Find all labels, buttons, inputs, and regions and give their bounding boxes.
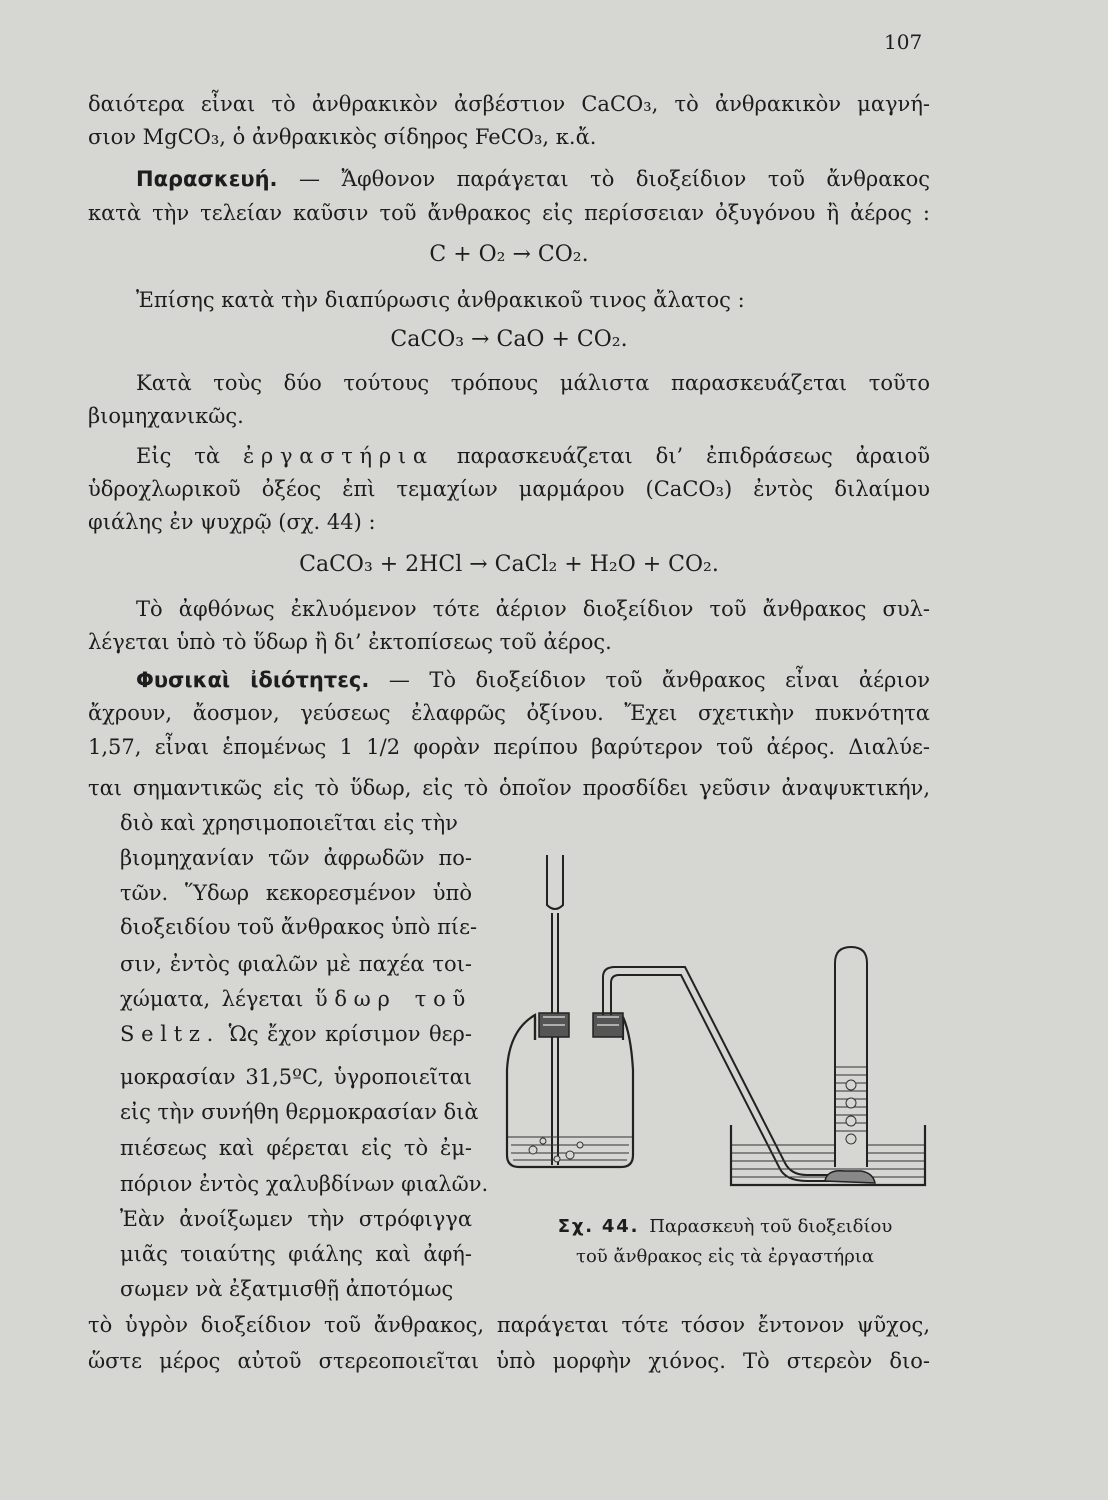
caption-text-line2: τοῦ ἄνθρακος εἰς τὰ ἐργαστήρια [575, 1246, 875, 1267]
side-text-line: σιν, ἐντὸς φιαλῶν μὲ παχέα τοι- [120, 952, 472, 976]
side-text-line: πιέσεως καὶ φέρεται εἰς τὸ ἐμ- [120, 1136, 472, 1160]
side-text-line: βιομηχανίαν τῶν ἀφρωδῶν πο- [120, 846, 472, 870]
lab-paragraph [136, 440, 930, 472]
text-line: 1,57, εἶναι ἑπομένως 1 1/2 φορὰν περίπου βαρύτερον τοῦ ἀέρος. Διαλύε- [88, 735, 930, 759]
text-segment: Εἰς τὰ [136, 444, 221, 468]
two-neck-bottle [507, 1015, 633, 1167]
text-line: τὸ ὑγρὸν διοξείδιον τοῦ ἄνθρακος, παράγεται τότε τόσον ἔντονον ψῦχος, [88, 1313, 930, 1337]
side-text-line: διοξειδίου τοῦ ἄνθρακος ὑπὸ πίε- [120, 915, 478, 939]
text-line: δαιότερα εἶναι τὸ ἀνθρακικὸν ἀσβέστιον CaCO₃, τὸ ἀνθρακικὸν μαγνή- [88, 92, 930, 116]
side-text-line: μοκρασίαν 31,5ºC, ὑγροποιεῖται [120, 1065, 472, 1089]
delivery-tube [603, 967, 845, 1181]
text-line: — Ἄφθονον παράγεται τὸ διοξείδιον τοῦ ἄνθρακος [299, 167, 930, 191]
trough-water [732, 1145, 924, 1177]
figure-caption [510, 1213, 940, 1241]
side-text-line: σωμεν νὰ ἐξατμισθῇ ἀποτόμως [120, 1277, 454, 1301]
text-line: σιον MgCO₃, ὁ ἀνθρακικὸς σίδηρος FeCO₃, κ.ἄ. [88, 125, 597, 149]
side-text-line: μιᾶς τοιαύτης φιάλης καὶ ἀφή- [120, 1242, 472, 1266]
text-line: ὥστε μέρος αὐτοῦ στερεοποιεῖται ὑπὸ μορφὴν χιόνος. Τὸ στερεὸν διο- [88, 1349, 930, 1373]
emphasized-word: Seltz. [120, 1022, 221, 1046]
text-segment: παρασκευάζεται δι’ ἐπιδράσεως ἀραιοῦ [456, 444, 930, 468]
section-heading-physical-properties: Φυσικαὶ ἰδιότητες. [136, 668, 370, 692]
text-line: λέγεται ὑπὸ τὸ ὕδωρ ἢ δι’ ἐκτοπίσεως τοῦ ἀέρος. [88, 630, 612, 654]
text-line: Ἐπίσης κατὰ τὴν διαπύρωσις ἀνθρακικοῦ τινος ἄλατος : [136, 288, 745, 312]
text-line: ὑδροχλωρικοῦ ὀξέος ἐπὶ τεμαχίων μαρμάρου (CaCO₃) ἐντὸς διλαίμου [88, 477, 930, 501]
text-line: ται σημαντικῶς εἰς τὸ ὕδωρ, εἰς τὸ ὁποῖον προσδίδει γεῦσιν ἀναψυκτικήν, [88, 776, 930, 800]
page-number: 107 [884, 30, 923, 54]
text-line: Κατὰ τοὺς δύο τούτους τρόπους μάλιστα παρασκευάζεται τοῦτο [136, 371, 930, 395]
funnel-tube [547, 855, 563, 1165]
equation-marble-acid: CaCO₃ + 2HCl → CaCl₂ + H₂O + CO₂. [299, 552, 719, 577]
cylinder-stand [825, 1171, 875, 1183]
side-text-line: διὸ καὶ χρησιμοποιεῖται εἰς τὴν [120, 811, 458, 835]
emphasized-word: ἐργαστήρια [242, 444, 434, 468]
text-line: — Τὸ διοξείδιον τοῦ ἄνθρακος εἶναι ἀέριον [388, 668, 930, 692]
text-line: φιάλης ἐν ψυχρῷ (σχ. 44) : [88, 510, 376, 534]
text-line: ἄχρουν, ἄοσμον, γεύσεως ἐλαφρῶς ὀξίνου. Ἔχει σχετικὴν πυκνότητα [88, 701, 930, 725]
equation-combustion: C + O₂ → CO₂. [429, 242, 589, 267]
side-text-line-seltz [120, 983, 472, 1015]
emphasized-word: ὕδωρ τοῦ [314, 987, 472, 1011]
text-line: κατὰ τὴν τελείαν καῦσιν τοῦ ἄνθρακος εἰς περίσσειαν ὀξυγόνου ἢ ἀέρος : [88, 201, 930, 225]
side-text-line: Ἐὰν ἀνοίξωμεν τὴν στρόφιγγα [120, 1207, 472, 1231]
physical-properties-paragraph [136, 664, 930, 696]
preparation-paragraph [136, 163, 930, 195]
side-text-line-critical [120, 1018, 472, 1050]
side-text-line: εἰς τὴν συνήθη θερμοκρασίαν διὰ [120, 1100, 479, 1124]
figure-44-apparatus [495, 845, 945, 1205]
stoppers [539, 1013, 623, 1037]
side-text-line: τῶν. Ὕδωρ κεκορεσμένον ὑπὸ [120, 881, 472, 905]
section-heading-preparation: Παρασκευή. [136, 167, 278, 191]
side-text-line: πόριον ἐντὸς χαλυβδίνων φιαλῶν. [120, 1172, 489, 1196]
text-segment: χώματα, λέγεται [120, 987, 304, 1011]
text-line: βιομηχανικῶς. [88, 404, 244, 428]
caption-text: Παρασκευὴ τοῦ διοξειδίου [649, 1216, 893, 1237]
bottle-liquid [508, 1137, 632, 1162]
figure-label: Σχ. 44. [557, 1216, 640, 1237]
text-segment: Ὡς ἔχον κρίσιμον θερ- [228, 1022, 472, 1046]
equation-calcination: CaCO₃ → CaO + CO₂. [390, 327, 628, 352]
text-line: Τὸ ἀφθόνως ἐκλυόμενον τότε ἀέριον διοξείδιον τοῦ ἄνθρακος συλ- [136, 597, 930, 621]
